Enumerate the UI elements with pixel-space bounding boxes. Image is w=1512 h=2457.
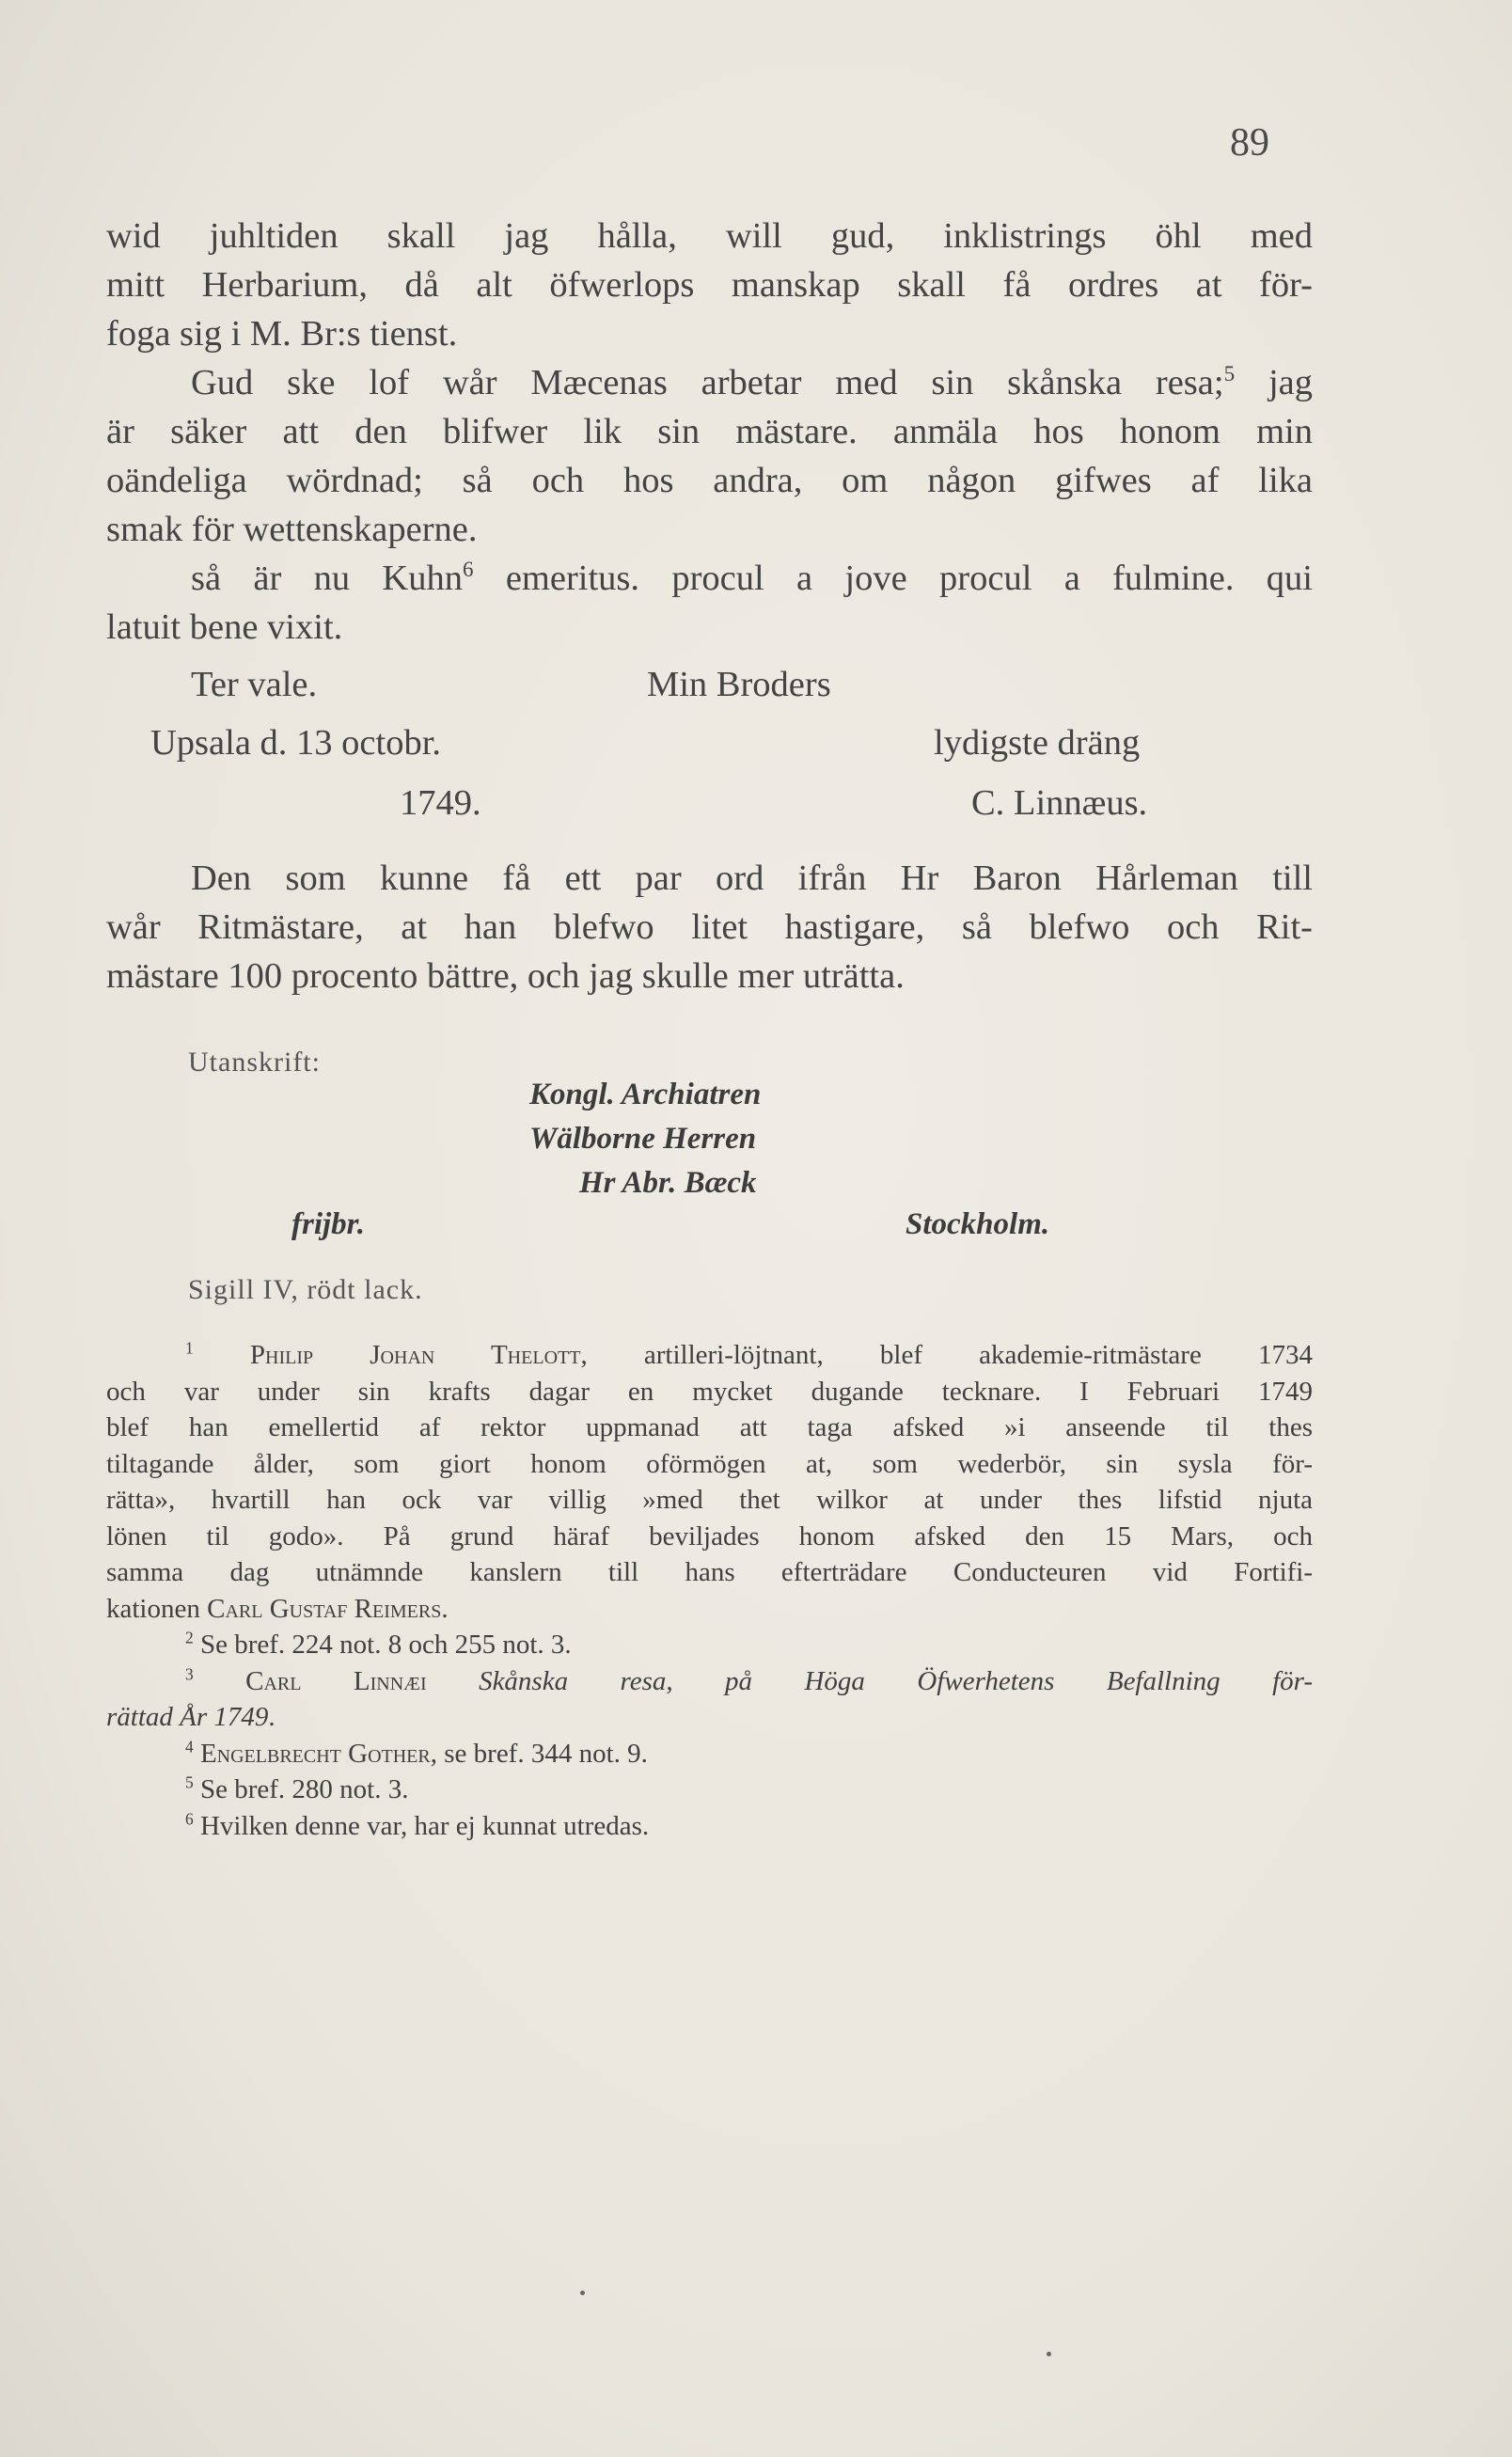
address-line: Wälborne Herren bbox=[529, 1122, 757, 1156]
footnote-line: tiltagande ålder, som giort honom oförmögen at, som wederbör, sin sysla för- bbox=[106, 1448, 1313, 1479]
address-city: Stockholm. bbox=[906, 1207, 1050, 1241]
paragraph-line: latuit bene vixit. bbox=[106, 607, 343, 647]
footnote-number: 3 bbox=[185, 1663, 194, 1683]
seal-note: Sigill IV, rödt lack. bbox=[188, 1274, 423, 1305]
paragraph-line: wår Ritmästare, at han blefwo litet hastigare, så blefwo och Rit- bbox=[106, 907, 1313, 947]
footnote-title: Skånska resa, på Höga Öfwerhetens Befallning för- bbox=[479, 1665, 1314, 1696]
paragraph-line: wid juhltiden skall jag hålla, will gud, inklistrings öhl med bbox=[106, 216, 1313, 256]
text-span: emeritus. procul a jove procul a fulmine. qui bbox=[473, 559, 1313, 598]
footnote-ref: 5 bbox=[1223, 361, 1236, 386]
footnote-name: Carl Linnæi bbox=[245, 1665, 427, 1696]
paragraph-line: Den som kunne få ett par ord ifrån Hr Baron Hårleman till bbox=[191, 858, 1313, 898]
footnote-6 bbox=[106, 1808, 1313, 1845]
footnote-text: . bbox=[268, 1702, 276, 1732]
footnote-name: Engelbrecht Gother bbox=[199, 1738, 431, 1769]
footnote-1 bbox=[106, 1337, 1313, 1374]
footnote-4 bbox=[106, 1736, 1313, 1772]
address-line: Kongl. Archiatren bbox=[529, 1078, 762, 1111]
speck bbox=[1047, 2352, 1051, 2356]
paragraph-line: foga sig i M. Br:s tienst. bbox=[106, 314, 458, 354]
footnote-text: Se bref. 224 not. 8 och 255 not. 3. bbox=[199, 1630, 572, 1660]
footnote-5 bbox=[106, 1772, 1313, 1808]
footnote-number: 5 bbox=[185, 1772, 194, 1792]
signature: C. Linnæus. bbox=[971, 783, 1148, 823]
paragraph-line: smak för wettenskaperne. bbox=[106, 510, 478, 549]
paragraph-line: mitt Herbarium, då alt öfwerlops manskap skall få ordres at för- bbox=[106, 265, 1313, 305]
address-label: Utanskrift: bbox=[188, 1047, 321, 1078]
speck bbox=[580, 2291, 585, 2295]
footnote-number: 2 bbox=[185, 1628, 194, 1647]
text-span: Gud ske lof wår Mæcenas arbetar med sin skånska resa; bbox=[191, 363, 1224, 402]
paragraph-line bbox=[106, 358, 1313, 407]
footnote-text: kationen bbox=[106, 1593, 208, 1624]
footnote-title: rättad År 1749 bbox=[106, 1702, 269, 1732]
closing-year: 1749. bbox=[400, 783, 481, 823]
footnote-line: lönen til godo». På grund häraf beviljades honom afsked den 15 Mars, och bbox=[106, 1520, 1313, 1551]
footnote-line bbox=[106, 1591, 1313, 1628]
footnote-line: blef han emellertid af rektor uppmanad att taga afsked »i anseende til thes bbox=[106, 1412, 1313, 1442]
footnote-number: 1 bbox=[185, 1338, 194, 1358]
footnote-text: , se bref. 344 not. 9. bbox=[430, 1738, 648, 1769]
footnote-text: Hvilken denne var, har ej kunnat utredas. bbox=[199, 1810, 650, 1841]
footnote-text: , artilleri-löjtnant, blef akademie-ritmästare 1734 bbox=[580, 1340, 1314, 1370]
footnote-3 bbox=[106, 1663, 1313, 1700]
closing-ter-vale: Ter vale. bbox=[191, 665, 318, 704]
footnote-text: Se bref. 280 not. 3. bbox=[199, 1774, 409, 1804]
paragraph-line: är säker att den blifwer lik sin mästare. anmäla hos honom min bbox=[106, 412, 1313, 451]
footnotes bbox=[106, 1337, 1313, 1844]
footnote-number: 4 bbox=[185, 1736, 194, 1756]
closing-lydigste: lydigste dräng bbox=[934, 723, 1141, 763]
footnote-line: och var under sin krafts dagar en mycket dugande tecknare. I Februari 1749 bbox=[106, 1376, 1313, 1407]
footnote-number: 6 bbox=[185, 1808, 194, 1828]
footnote-line: samma dag utnämnde kanslern till hans efterträdare Conducteuren vid Fortifi- bbox=[106, 1557, 1313, 1587]
footnote-line: rätta», hvartill han ock var villig »med thet wilkor at under thes lifstid njuta bbox=[106, 1485, 1313, 1515]
footnote-line bbox=[106, 1699, 1313, 1736]
text-span: jag bbox=[1235, 363, 1313, 402]
footnote-ref: 6 bbox=[462, 557, 474, 582]
paragraph-line: mästare 100 procento bättre, och jag skulle mer uträtta. bbox=[106, 956, 905, 996]
letter-body bbox=[106, 212, 1313, 652]
address-line: Hr Abr. Bæck bbox=[579, 1166, 757, 1200]
postscript bbox=[106, 854, 1313, 1000]
paragraph-line: oändeliga wördnad; så och hos andra, om någon gifwes af lika bbox=[106, 461, 1313, 500]
footnote-2 bbox=[106, 1627, 1313, 1663]
closing-place-date: Upsala d. 13 octobr. bbox=[150, 723, 442, 763]
address-frijbr: frijbr. bbox=[291, 1207, 365, 1241]
text-span: så är nu Kuhn bbox=[191, 559, 463, 598]
paragraph-line bbox=[106, 554, 1313, 603]
footnote-text: . bbox=[441, 1593, 449, 1624]
footnote-name: Philip Johan Thelott bbox=[249, 1340, 581, 1370]
page-number: 89 bbox=[1230, 121, 1269, 165]
footnote-name: Carl Gustaf Reimers bbox=[207, 1593, 442, 1624]
closing-min-broders: Min Broders bbox=[647, 665, 831, 704]
